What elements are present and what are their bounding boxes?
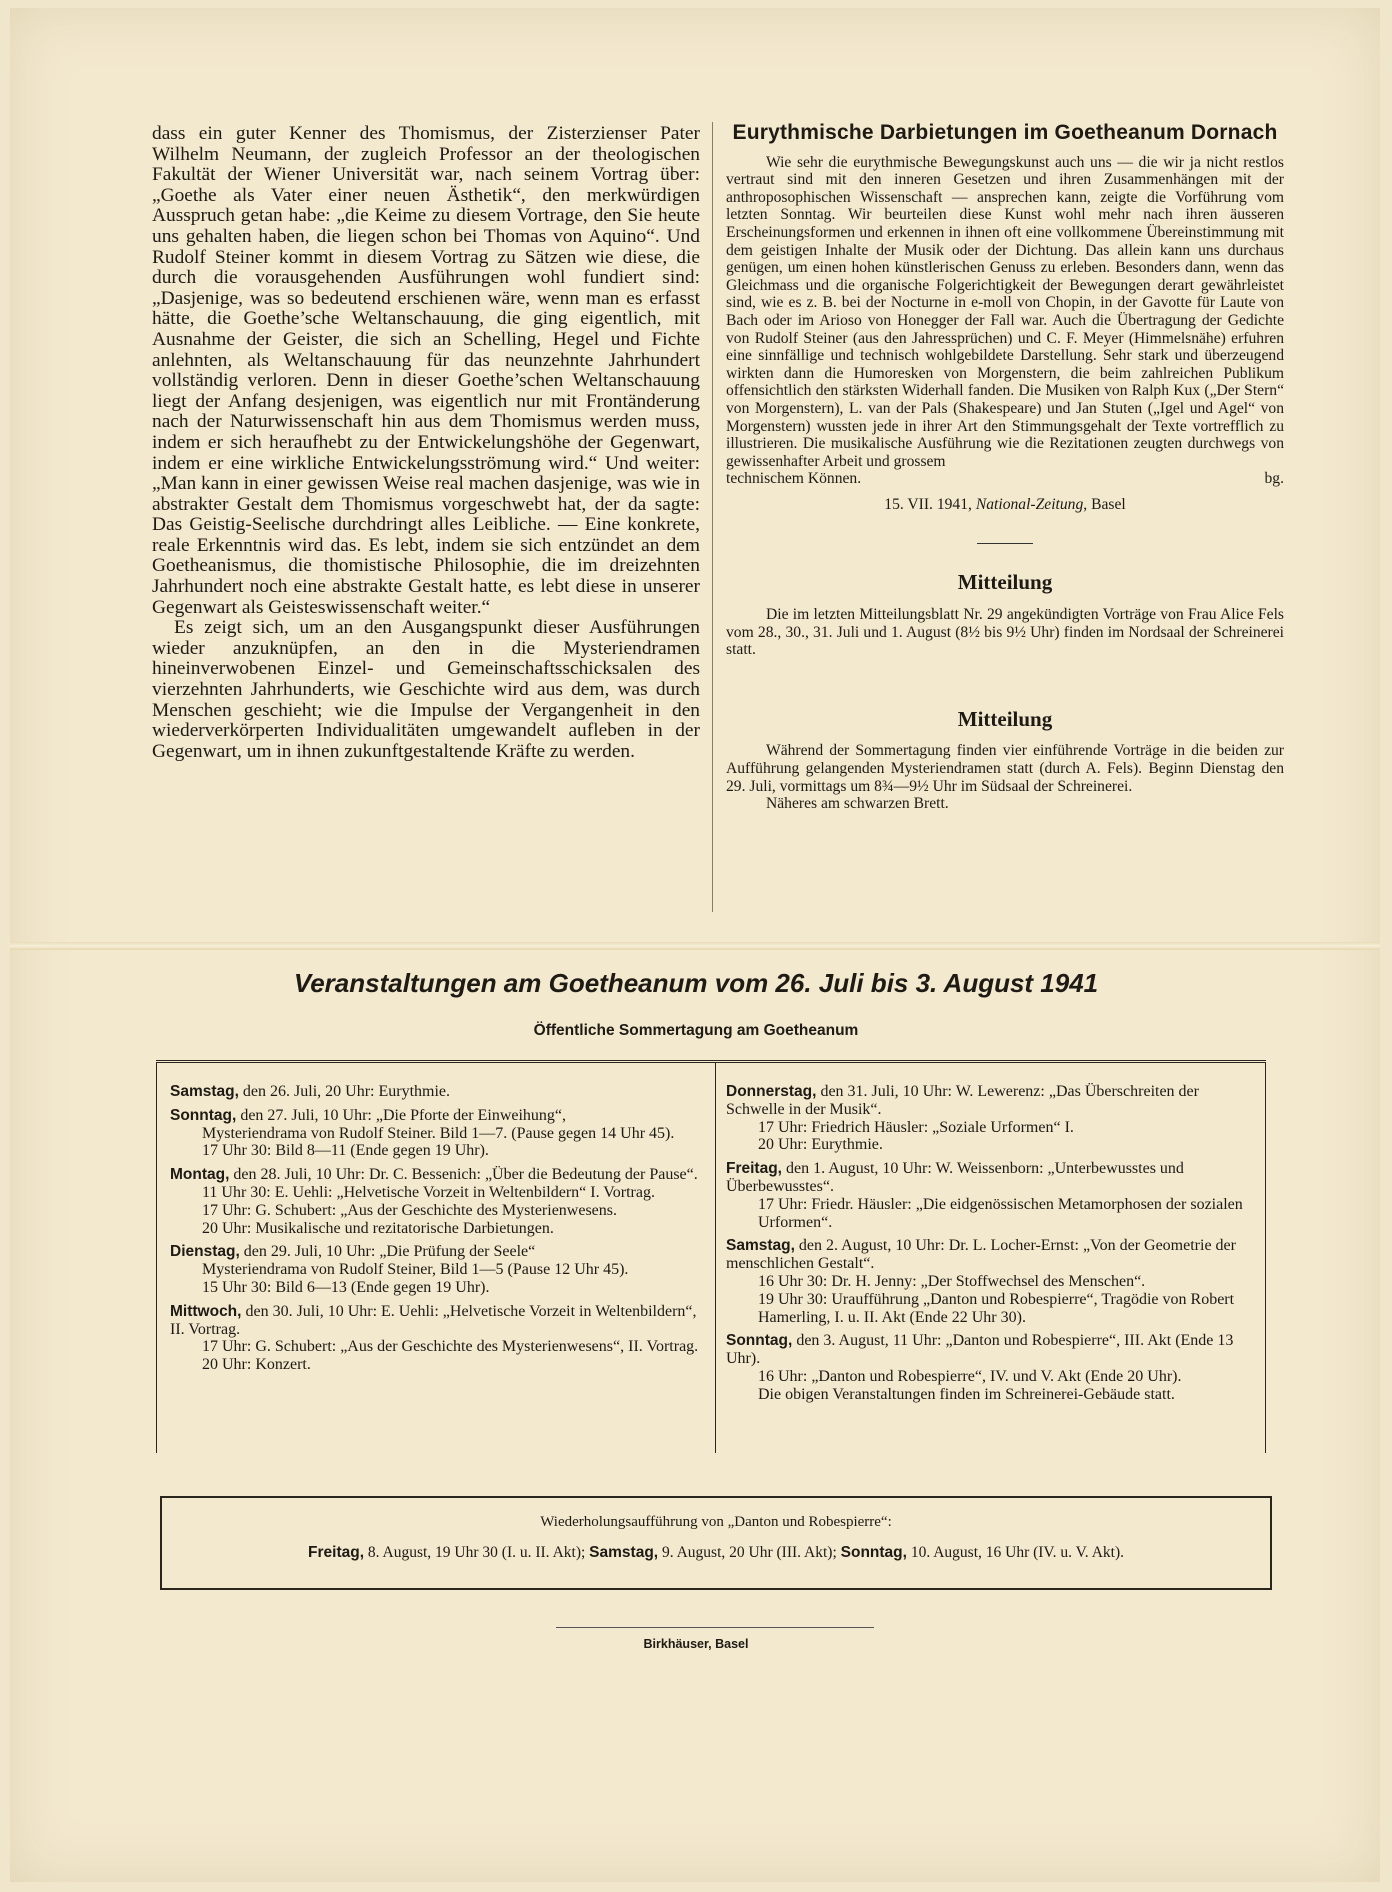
schedule-entry (170, 1166, 702, 1237)
schedule-day: Samstag, (170, 1083, 239, 1100)
schedule-entry-line (170, 1125, 702, 1143)
review-source: National-Zeitung (975, 495, 1084, 513)
schedule-text: den 27. Juli, 10 Uhr: „Die Pforte der Einweihung“, (240, 1106, 567, 1124)
schedule-entry (726, 1237, 1254, 1326)
schedule-entry-first-line (726, 1332, 1254, 1368)
article-right-column (726, 121, 1284, 813)
schedule-text: 20 Uhr: Eurythmie. (758, 1136, 883, 1154)
schedule-text: 17 Uhr: G. Schubert: „Aus der Geschichte des Mysterienwesens. (202, 1201, 618, 1219)
schedule-day: Donnerstag, (726, 1083, 817, 1100)
section-divider (977, 543, 1033, 544)
events-subtitle: Öffentliche Sommertagung am Goetheanum (533, 1022, 859, 1039)
schedule-entry-first-line (170, 1303, 702, 1339)
notice-title: Mitteilung (957, 570, 1053, 595)
repeat-detail: 8. August, 19 Uhr 30 (I. u. II. Akt); (367, 1544, 586, 1561)
review-date: 15. VII. 1941, (884, 495, 972, 513)
notice-body: Die im letzten Mitteilungsblatt Nr. 29 angekündigten Vorträge von Frau Alice Fels vom 28., 30., 31. Juli und 1. August (8½ bis 9½ Uhr) finden im Nordsaal der Schreinerei statt. (726, 606, 1284, 659)
schedule-text: Mysteriendrama von Rudolf Steiner. Bild 1—7. (Pause gegen 14 Uhr 45). (202, 1124, 675, 1142)
schedule-text: 16 Uhr: „Danton und Robespierre“, IV. und V. Akt (Ende 20 Uhr). (758, 1367, 1182, 1385)
schedule-text: Mysteriendrama von Rudolf Steiner, Bild 1—5 (Pause 12 Uhr 45). (202, 1261, 629, 1279)
schedule-entry-first-line (170, 1083, 702, 1101)
schedule-right-column (726, 1083, 1254, 1410)
schedule-text: 17 Uhr 30: Bild 8—11 (Ende gegen 19 Uhr). (202, 1142, 489, 1160)
schedule-text: 20 Uhr: Musikalische und rezitatorische Darbietungen. (202, 1219, 554, 1237)
schedule-text: den 3. August, 11 Uhr: „Danton und Robespierre“, III. Akt (Ende 13 Uhr). (726, 1332, 1234, 1368)
schedule-entry (170, 1083, 702, 1101)
schedule-text: 20 Uhr: Konzert. (202, 1356, 311, 1374)
review-heading: Eurythmische Darbietungen im Goetheanum Dornach (732, 121, 1278, 144)
schedule-entry-line (170, 1220, 702, 1238)
schedule-entry-first-line (726, 1083, 1254, 1119)
review-initials: bg. (1264, 470, 1284, 488)
schedule-entry-line (726, 1119, 1254, 1137)
schedule-entry (170, 1107, 702, 1160)
schedule-text: den 1. August, 10 Uhr: W. Weissenborn: „Unterbewusstes und Überbewusstes“. (726, 1160, 1184, 1195)
publisher-imprint: Birkhäuser, Basel (643, 1637, 749, 1651)
schedule-text: 15 Uhr 30: Bild 6—13 (Ende gegen 19 Uhr). (202, 1278, 490, 1296)
schedule-text: Die obigen Veranstaltungen finden im Schreinerei-Gebäude statt. (758, 1385, 1175, 1403)
schedule-left-column (170, 1083, 702, 1380)
repeat-day: Samstag, (589, 1544, 659, 1561)
schedule-text: den 31. Juli, 10 Uhr: W. Lewerenz: „Das Überschreiten der Schwelle in der Musik“. (726, 1083, 1199, 1118)
schedule-entry-line (170, 1261, 702, 1279)
schedule-entry-line (726, 1136, 1254, 1154)
column-divider (712, 122, 713, 912)
schedule-entry-first-line (726, 1160, 1254, 1196)
article-paragraph: Es zeigt sich, um an den Ausgangspunkt dieser Ausführungen wieder anzuknüpfen, an den in die Mysteriendramen hineinverwobenen Einzel- und Gemeinschaftsschicksalen des vierzehnten Jahrhunderts, wie Geschichte wird aus dem, was durch Menschen geschieht; wie die Impulse der Vergangenheit in den wiederverkörperten Individualitäten umgewandelt aufleben in der Gegenwart, um in ihnen zukunftgestaltende Kräfte zu werden. (152, 617, 700, 762)
footer-divider (556, 1627, 874, 1628)
article-left-column (152, 124, 700, 762)
schedule-entry-line (726, 1368, 1254, 1386)
review-signature (726, 470, 1284, 488)
review-city: , Basel (1083, 495, 1126, 513)
schedule-text: 17 Uhr: Friedr. Häusler: „Die eidgenössischen Metamorphosen der sozialen Urformen“. (758, 1195, 1243, 1231)
schedule-text: den 28. Juli, 10 Uhr: Dr. C. Bessenich: „Über die Bedeutung der Pause“. (233, 1166, 698, 1184)
schedule-entry-line (726, 1386, 1254, 1404)
schedule-day: Mittwoch, (170, 1302, 242, 1320)
repeat-day: Freitag, (308, 1544, 364, 1561)
schedule-entry-line (170, 1142, 702, 1160)
schedule-entry-line (170, 1356, 702, 1374)
schedule-divider (715, 1063, 716, 1453)
schedule-text: 11 Uhr 30: E. Uehli: „Helvetische Vorzeit in Weltenbildern“ I. Vortrag. (202, 1183, 655, 1201)
repeat-detail: 10. August, 16 Uhr (IV. u. V. Akt). (910, 1544, 1124, 1561)
schedule-entry-line (726, 1273, 1254, 1291)
schedule-entry-line (170, 1184, 702, 1202)
notice-title: Mitteilung (957, 706, 1053, 731)
schedule-entry-line (170, 1279, 702, 1297)
schedule-entry (170, 1303, 702, 1374)
repeat-day: Sonntag, (840, 1544, 907, 1561)
schedule-entry (726, 1083, 1254, 1154)
schedule-entry (726, 1332, 1254, 1403)
schedule-entry-line (170, 1338, 702, 1356)
repeat-dates (162, 1544, 1270, 1562)
schedule-entry-line (170, 1202, 702, 1220)
review-last-line: technischem Können. (726, 470, 862, 488)
repeat-detail: 9. August, 20 Uhr (III. Akt); (661, 1544, 837, 1561)
schedule-text: 19 Uhr 30: Uraufführung „Danton und Robespierre“, Tragödie von Robert Hamerling, I. u. II. Akt (Ende 22 Uhr 30). (758, 1290, 1235, 1326)
review-body: Wie sehr die eurythmische Bewegungskunst auch uns — die wir ja nicht restlos vertraut sind mit den inneren Gesetzen und ihren Zusammenhängen mit der anthroposophischen Wissenschaft — ansprechen kann, zeigte die Vorführung vom letzten Sonntag. Wir beurteilen diese Kunst wohl mehr nach ihren äusseren Erscheinungsformen und erkennen in ihnen oft eine vollkommene Übereinstimmung mit dem geistigen Inhalte der Musik oder der Dichtung. Das allein kann uns durchaus genügen, um einen hohen künstlerischen Genuss zu erleben. Besonders dann, wenn das Gleichmass und die organische Folgerichtigkeit der Bewegungen derart gewährleistet sind, wie es z. B. bei der Nocturne in e-moll von Chopin, in der Gavotte für Laute von Bach oder im Arioso von Honegger der Fall war. Auch die Übertragung der Gedichte von Rudolf Steiner (aus den Jahressprüchen) und C. F. Meyer (Himmelsnähe) erfuhren eine sinnfällige und technisch wohlgebildete Darstellung. Sehr stark und überzeugend wirkten dann die Humoresken von Morgenstern, die beim zahlreichen Publikum offensichtlich den stärksten Widerhall fanden. Die Musiken von Ralph Kux („Der Stern“ von Morgenstern), L. van der Pals (Shakespeare) und Jan Stuten („Igel und Agel“ von Morgenstern) wussten jede in ihrer Art den Stimmungsgehalt der Texte vortrefflich zu illustrieren. Die musikalische Ausführung wie die Rezitationen zeugten durchwegs von gewissenhafter Arbeit und grossem (726, 153, 1284, 470)
schedule-day: Samstag, (726, 1237, 795, 1255)
article-paragraph: dass ein guter Kenner des Thomismus, der Zisterzienser Pater Wilhelm Neumann, der zugleich Professor an der theologischen Fakultät der Wiener Universität war, nach seinem Vortrag über: „Goethe als Vater einer neuen Ästhetik“, den merkwürdigen Ausspruch getan habe: „die Keime zu diesem Vortrage, den Sie heute uns gehalten haben, die liegen schon bei Thomas von Aquino“. Und Rudolf Steiner kommt in diesem Vortrag zu Sätzen wie diese, die durch die vorausgehenden Ausführungen wohl fundiert sind: „Dasjenige, was so bedeutend erschienen wäre, wenn man es erfasst hätte, die Goethe’sche Weltanschauung, die ging eigentlich, mit Ausnahme der Geister, die sich an Schelling, Hegel und Fichte anlehnten, als Weltanschauung für das neunzehnte Jahrhundert vollständig verloren. Denn in dieser Goethe’schen Weltanschauung liegt der Anfang desjenigen, was eigentlich nur mit Frontänderung nach der Naturwissenschaft hin aus dem Thomismus werden muss, indem er sich heraufhebt zu der Entwickelungshöhe der Gegenwart, indem er eine wirkliche Entwickelungsströmung wird.“ Und weiter: „Man kann in einer gewissen Weise real machen dasjenige, was wie in abstrakter Gestalt dem Thomismus vorgeschwebt hat, der da sagte: Das Geistig-Seelische durchdringt alles Leibliche. — Eine konkrete, reale Erkenntnis wird das. Es lebt, indem sie sich entzündet an dem Goetheanismus, die thomistische Philosophie, die im dreizehnten Jahrhundert noch eine abstrakte Gestalt hatte, es lebt diese in unserer Gegenwart als Geisteswissenschaft weiter.“ (152, 123, 700, 618)
review-citation (726, 496, 1284, 514)
schedule-entry-first-line (170, 1166, 702, 1184)
notice-body: Während der Sommertagung finden vier einführende Vorträge in die beiden zur Aufführung gelangenden Mysteriendramen statt (durch A. Fels). Beginn Dienstag den 29. Juli, vormittags um 8¾—9½ Uhr im Südsaal der Schreinerei. (726, 742, 1284, 795)
schedule-text: den 30. Juli, 10 Uhr: E. Uehli: „Helvetische Vorzeit in Weltenbildern“, II. Vortrag. (170, 1302, 697, 1338)
events-schedule-box (156, 1060, 1266, 1453)
notice-extra: Näheres am schwarzen Brett. (766, 795, 949, 813)
schedule-entry-line (726, 1291, 1254, 1327)
schedule-text: 17 Uhr: Friedrich Häusler: „Soziale Urformen“ I. (758, 1118, 1074, 1136)
schedule-entry (170, 1243, 702, 1296)
schedule-day: Sonntag, (726, 1332, 793, 1350)
schedule-entry-first-line (726, 1237, 1254, 1273)
schedule-day: Montag, (170, 1166, 230, 1184)
schedule-text: den 29. Juli, 10 Uhr: „Die Prüfung der Seele“ (243, 1243, 536, 1261)
schedule-text: den 26. Juli, 20 Uhr: Eurythmie. (242, 1083, 451, 1100)
schedule-text: 17 Uhr: G. Schubert: „Aus der Geschichte des Mysterienwesens“, II. Vortrag. (202, 1338, 699, 1356)
schedule-day: Freitag, (726, 1160, 782, 1178)
schedule-entry-line (726, 1196, 1254, 1232)
schedule-entry-first-line (170, 1107, 702, 1125)
events-title: Veranstaltungen am Goetheanum vom 26. Juli bis 3. August 1941 (293, 968, 1099, 998)
schedule-entry-first-line (170, 1243, 702, 1261)
repeat-performance-box (160, 1496, 1272, 1590)
paper-fold (10, 942, 1380, 950)
schedule-text: den 2. August, 10 Uhr: Dr. L. Locher-Ernst: „Von der Geometrie der menschlichen Gestalt“. (726, 1237, 1236, 1273)
schedule-entry (726, 1160, 1254, 1231)
schedule-text: 16 Uhr 30: Dr. H. Jenny: „Der Stoffwechsel des Menschen“. (758, 1272, 1146, 1290)
schedule-day: Sonntag, (170, 1106, 237, 1124)
repeat-heading: Wiederholungsaufführung von „Danton und Robespierre“: (540, 1514, 892, 1530)
schedule-day: Dienstag, (170, 1243, 240, 1261)
